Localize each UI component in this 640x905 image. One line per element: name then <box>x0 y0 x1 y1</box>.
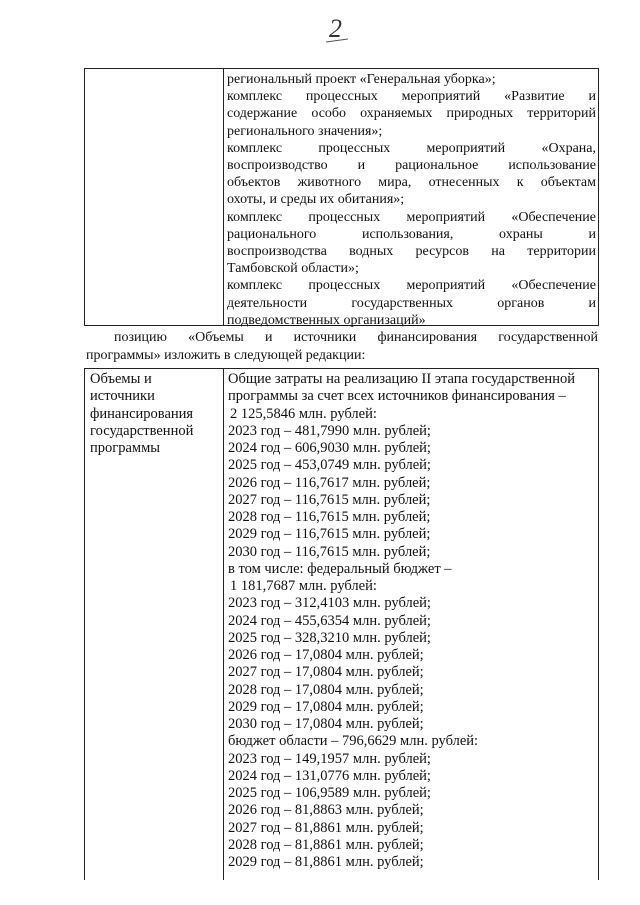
funding-line: 2027 год – 81,8861 млн. рублей; <box>228 819 424 836</box>
table-line: содержание особо охраняемых природных территорий <box>227 106 596 122</box>
table-line: комплекс процессных мероприятий «Обеспечение <box>227 209 596 225</box>
label-line: государственной <box>90 422 194 439</box>
funding-line: программы за счет всех источников финансирования – <box>228 388 566 405</box>
funding-line: 2025 год – 106,9589 млн. рублей; <box>228 785 431 801</box>
label-line: финансирования <box>90 405 194 422</box>
table-line: Тамбовской области»; <box>227 261 359 277</box>
table-line: комплекс процессных мероприятий «Развитие и <box>227 89 596 105</box>
funding-line: 2023 год – 481,7990 млн. рублей; <box>228 422 431 439</box>
funding-line: 2030 год – 17,0804 млн. рублей; <box>228 716 424 732</box>
table-line: воспроизводство и рациональное использование <box>227 158 596 174</box>
funding-line: 2026 год – 116,7617 млн. рублей; <box>228 474 431 491</box>
funding-line: 2027 год – 17,0804 млн. рублей; <box>228 664 424 681</box>
label-line: Объемы и <box>90 371 152 387</box>
funding-line: в том числе: федеральный бюджет – <box>228 560 452 577</box>
table-line: рационального использования, охраны и <box>227 226 596 242</box>
table-line: региональный проект «Генеральная уборка»; <box>227 72 496 87</box>
funding-line: 2025 год – 328,3210 млн. рублей; <box>228 629 431 646</box>
paragraph-line: программы» изложить в следующей редакции: <box>86 347 366 363</box>
funding-line: 2027 год – 116,7615 млн. рублей; <box>228 491 431 508</box>
funding-line: 2029 год – 116,7615 млн. рублей; <box>228 526 431 543</box>
funding-line: 2024 год – 455,6354 млн. рублей; <box>228 612 431 629</box>
table-line: охоты, и среды их обитания»; <box>227 192 405 208</box>
funding-line: 2026 год – 17,0804 млн. рублей; <box>228 647 424 663</box>
funding-line: 2028 год – 81,8861 млн. рублей; <box>228 836 424 853</box>
funding-line: Общие затраты на реализацию II этапа государственной <box>228 371 575 387</box>
funding-table <box>84 368 599 880</box>
funding-line: 2028 год – 116,7615 млн. рублей; <box>228 509 431 525</box>
funding-line: 2024 год – 131,0776 млн. рублей; <box>228 767 431 784</box>
table-line: объектов животного мира, отнесенных к объектам <box>227 175 596 191</box>
table-line: воспроизводства водных ресурсов на территории <box>227 244 596 260</box>
funding-line: 2030 год – 116,7615 млн. рублей; <box>228 543 431 560</box>
funding-line: 2023 год – 312,4103 млн. рублей; <box>228 595 431 612</box>
table-line: комплекс процессных мероприятий «Охрана, <box>227 140 596 156</box>
funding-line: 2025 год – 453,0749 млн. рублей; <box>228 457 431 474</box>
funding-content-cell <box>228 371 596 871</box>
table-column-divider <box>223 69 224 325</box>
program-structure-table <box>84 68 599 326</box>
funding-line: 2026 год – 81,8863 млн. рублей; <box>228 802 424 819</box>
funding-label-cell <box>90 371 220 457</box>
funding-line: 2029 год – 81,8861 млн. рублей; <box>228 854 424 870</box>
funding-line: 2 125,5846 млн. рублей: <box>230 405 377 422</box>
funding-line: 1 181,7687 млн. рублей: <box>230 578 377 594</box>
funding-line: бюджет области – 796,6629 млн. рублей: <box>228 733 479 750</box>
table-column-divider <box>223 369 224 880</box>
label-line: источники <box>90 388 155 405</box>
funding-line: 2024 год – 606,9030 млн. рублей; <box>228 440 431 456</box>
paragraph-line: позицию «Объемы и источники финансирования государственной <box>114 330 598 345</box>
table-line: деятельности государственных органов и <box>227 295 596 311</box>
funding-line: 2023 год – 149,1957 млн. рублей; <box>228 750 431 767</box>
funding-line: 2028 год – 17,0804 млн. рублей; <box>228 681 424 698</box>
table-line: регионального значения»; <box>227 123 383 139</box>
program-structure-cell <box>227 71 596 329</box>
table-line-underlined: подведомственных организаций» <box>227 312 426 328</box>
table-line <box>227 312 596 329</box>
label-line: программы <box>90 440 160 457</box>
amendment-paragraph <box>86 329 598 364</box>
page-number: 2 <box>329 14 342 43</box>
table-line: комплекс процессных мероприятий «Обеспечение <box>227 278 596 294</box>
funding-line: 2029 год – 17,0804 млн. рублей; <box>228 698 424 715</box>
